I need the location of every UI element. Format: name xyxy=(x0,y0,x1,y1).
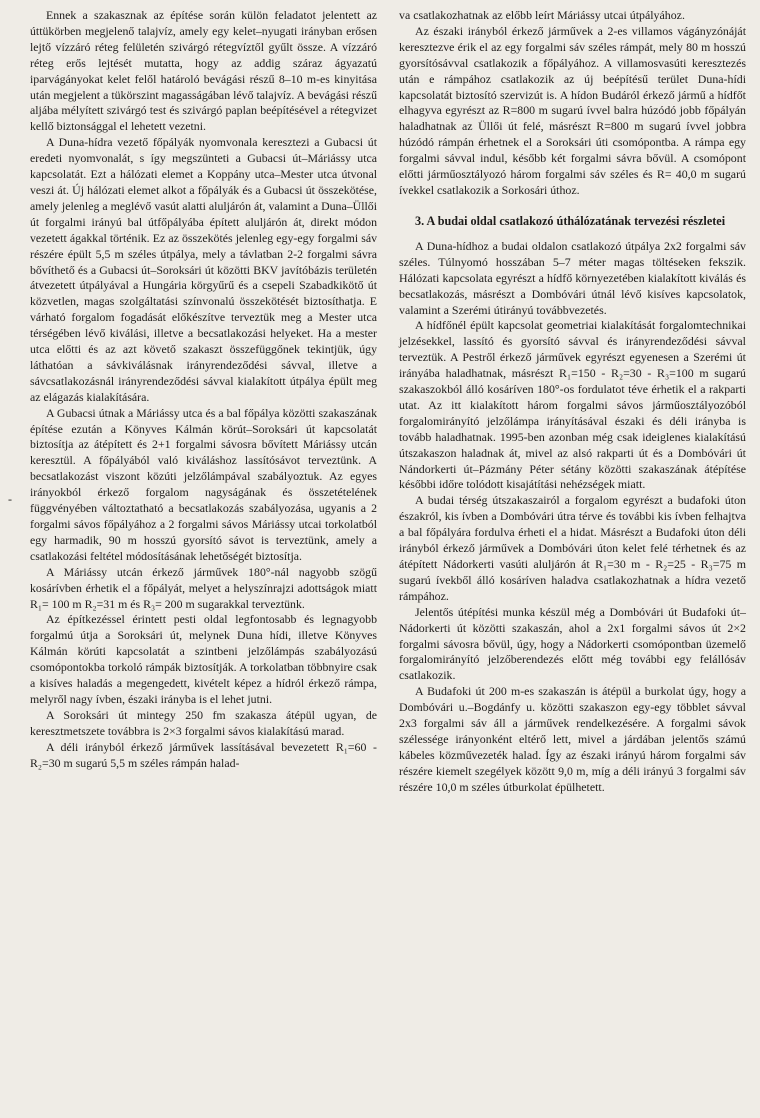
paragraph-continuation: va csatlakozhatnak az előbb leírt Máriássy utcai útpályához. xyxy=(399,8,685,22)
paragraph: A budai térség útszakaszairól a forgalom egyrészt a budafoki úton északról, kis ívben a Dombóvári útra térve és további kis ívben felhajtva a bal főpályára fordulva érheti el a hidat. Másrészt a Budafoki úton déli irányból érkező járművek a Dombóvári úton kelet felé térhetnek és az átépített Nádorkerti vasúti aluljárón át R₁=30 m - R₂=25 - R₃=75 m sugarú ívekből álló kosáríven haladva csatlakozhatnak a hídra vezető rámpához. xyxy=(399,493,746,603)
section-heading: 3. A budai oldal csatlakozó úthálózatának tervezési részletei xyxy=(415,213,726,228)
paragraph: A hídfőnél épült kapcsolat geometriai kialakítását forgalomtechnikai jelzésekkel, lassító és gyorsító sávval és irányrendeződési sávval terveztük. A Pestről érkező járművek egyrészt egyenesen a Szerémi út irányába haladhatnak, másrészt R₁=150 - R₂=30 - R₃=100 m sugarú szakaszokból álló kosáríven 180°-os fordulatot téve érhetik el a rakparti utat. Az itt kialakított három forgalmi sávos járműosztályozóból forgalomirányító jelzőlámpa irányításával északi és déli irányba is tovább haladhatnak. 1995-ben azonban még csak ideiglenes kialakítású útszakaszon haladnak át, mivel az alsó rakparti út és a Dombóvári út Nándorkerti út–Pázmány Péter sétány közötti szakaszának átépítése későbbi időre tolódott kisajátítási nehézségek miatt. xyxy=(399,318,746,492)
paragraph: A Duna-hídra vezető főpályák nyomvonala keresztezi a Gubacsi út eredeti nyomvonalát, s így megszünteti a Gubacsi út–Máriássy utca kapcsolatát. Ezt a hálózati elemet a Koppány utca–Mester utca útvonal veszi át. Új hálózati elemet alkot a főpályák és a Gubacsi út összekötése, amely jelenleg a meglévő vasút alatti aluljárón át, valamint a Duna–Üllői út forgalmi irányú bal útfőpályába épített aluljárón át, direkt módon vezetett ágakkal történik. Ez az összekötés jelenleg egy-egy forgalmi sáv részére épült 5,5 m széles útpálya, mely a távlatban 2-2 forgalmi sávra bővíthető és a Gubacsi út–Soroksári út közötti BKV javítóbázis területén átvezetett útpályával a Hungária körgyűrű és a csepeli Szabadkikötő út közvetlen, magas szolgáltatási színvonalú összekötését biztosíthatja. E várható forgalom fogadását előkészítve terveztük meg a Mester utca térségében lévő kiválási, illetve a becsatlakozási helyeket. Ha a mester utca előtti és az azt követő szakaszt összefüggőnek tekintjük, úgy láthatóan a sávkiválásnak irányrendeződési sávval, illetve a sávcsatlakozásnál irányrendeződési sávval kialakított útpálya épült meg az elágazás kialakítására. xyxy=(30,135,377,404)
paragraph: Ennek a szakasznak az építése során külön feladatot jelentett az úttükörben megjelenő talajvíz, amely egy kelet–nyugati irányban erősen lejtő vízzáró réteg felületén szivárgó rétegvíztől gyűlt össze. A vízzáró réteg erős lejtését mutatta, hogy az addig száraz ágyazatú iparvágányokat kelet felől határoló bevágási részű 8–10 m-es kinyitása után megjelent a tükörszint magasságában lévő talajvíz. A bevágási részű aljába mélyített szivárgó test és szivárgó paplan beépítésével a rétegvizet kellő biztonsággal el lehetett vezetni. xyxy=(30,8,377,134)
paragraph: A Duna-hídhoz a budai oldalon csatlakozó útpálya 2x2 forgalmi sáv széles. Túlnyomó hosszában 5–7 méter magas töltéseken fekszik. Hálózati kapcsolata egyrészt a hídfő környezetében kialakított kiválás és becsatlakozás, másrészt a Dombóvári útnál lévő kisíves kapcsolatok, valamint a Szerémi útirányú továbbvezetés. xyxy=(399,238,746,317)
paragraph: Az építkezéssel érintett pesti oldal legfontosabb és legnagyobb forgalmú útja a Soroksári út, melynek Duna hídi, illetve Könyves Kálmán körúti kapcsolatát a szintbeni jelzőlámpás szabályozású csomópontokba torkoló rámpák biztosítják. A torkolatban többnyire csak a kisíves haladás a megengedett, kivételt képez a hídról érkező rámpa, melyről nagy ívben, északi irányba is el lehet jutni. xyxy=(30,612,377,706)
left-column xyxy=(30,8,377,1118)
paragraph: A Soroksári út mintegy 250 fm szakasza átépül ugyan, de keresztmetszete továbbra is 2×3 forgalmi sávos kialakítású marad. xyxy=(30,707,377,738)
paragraph: A déli irányból érkező járművek lassításával bevezetett R₁=60 - R₂=30 m sugarú 5,5 m széles rámpán halad- xyxy=(30,739,377,770)
paragraph: Jelentős útépítési munka készül még a Dombóvári út Budafoki út–Nádorkerti út közötti szakaszán, ahol a 2x1 forgalmi sávos út 2×2 forgalmi sávosra bővül, úgy, hogy a Nádorkerti csomópontban üzemelő forgalomirányító jelzőberendezés előtt még további egy felállósáv csatlakozik. xyxy=(399,604,746,683)
margin-mark: - xyxy=(8,492,12,506)
paragraph: A Gubacsi útnak a Máriássy utca és a bal főpálya közötti szakaszának építése ezután a Könyves Kálmán körút–Soroksári út kapcsolatát biztosítja az átépített és 2+1 forgalmi sávosra bővített Máriássy utcán keresztül. A főpályából való kiváláshoz lassítósávot terveztünk. A becsatlakozást viszont közúti jelzőlámpával szabályoztuk. Az egyes irányokból érkező forgalom nagyságának és összetételének függvényében változtatható a becsatlakozás szabályozása, ugyanis a 2 forgalmi sávos főpályához a 2 forgalmi sávos Máriássy utcai torkolatból egy harmadik, 90 m hosszú gyorsító sávot is terveztünk, amely a csatlakozási feltétel módosításának lehetőségét biztosítja. xyxy=(30,405,377,563)
paragraph: Az északi irányból érkező járművek a 2-es villamos vágányzónáját keresztezve érik el az egy forgalmi sáv széles rámpát, mely 80 m hosszú gyorsítósávval csatlakozik a főpályához. A villamosvasúti keresztezés után e rámpához csatlakozik az új beépítésű terület Duna-hídi kapcsolatát biztosító szervizút is. A hídon Budáról érkező jármű a hídfőt elhagyva egyrészt az R=800 m sugarú ívvel balra húzódó jobb főpályán haladhatnak az Üllői út felé, másrészt R=800 m sugarú ívvel jobbra húzódó rámpán érhetnek el a Soroksári úti csomópontba. A rámpa egy forgalmi sávval indul, később két forgalmi sávra bővül. A csomópont előtti járműosztályozó három forgalmi sáv széles és R= 40,0 m sugarú ívekkel csatlakozik a Sorkosári úthoz. xyxy=(399,23,746,197)
right-column xyxy=(399,8,746,1118)
paragraph: A Máriássy utcán érkező járművek 180°-nál nagyobb szögű kosárívben érhetik el a főpályát, melyet a helyszínrajzi adottságok miatt R₁= 100 m R₂=31 m és R₃= 200 m sugarakkal terveztünk. xyxy=(30,564,377,611)
paragraph: A Budafoki út 200 m-es szakaszán is átépül a burkolat úgy, hogy a Dombóvári u.–Bogdánfy u. közötti szakaszon egy-egy többlet sávval 2x3 forgalmi sáv áll a járművek rendelkezésére. A forgalmi sávok szélessége irányonként eltérő lett, mivel a járdában jelentős számú kábeles közművezeték halad. Így az északi irányú három forgalmi sáv részére kiemelt szegélyek között 9,0 m, míg a déli irányú 3 forgalmi sáv részére 10,0 m széles útburkolat épülhetett. xyxy=(399,684,746,794)
